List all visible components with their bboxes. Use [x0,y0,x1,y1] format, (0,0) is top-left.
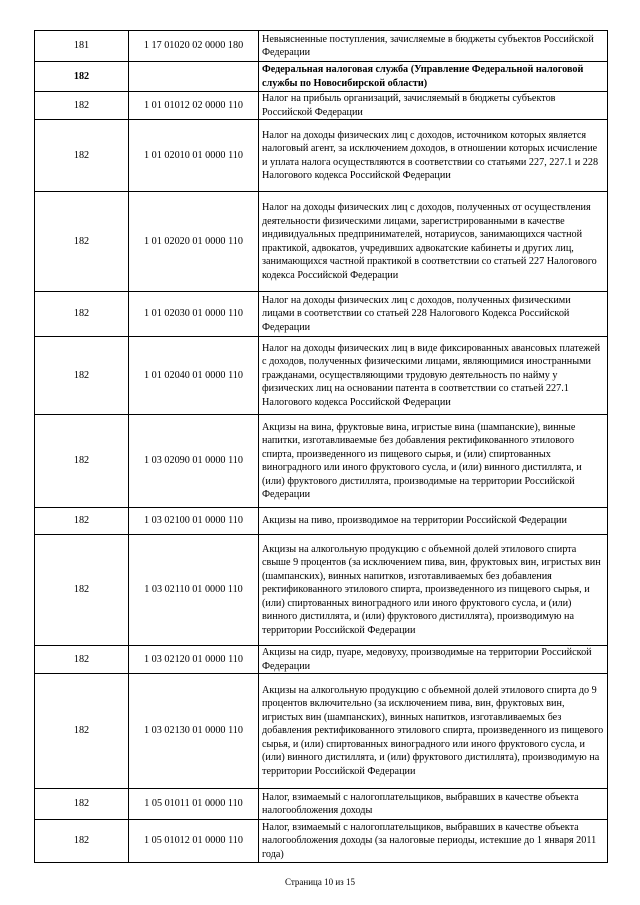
revenue-name-cell: Акцизы на алкогольную продукцию с объемной долей этилового спирта свыше 9 процентов (за исключением пива, вин, фруктовых вин, игристых вин (шампанских), винных напитков, изготавливаемых без добавления ректификованного этилового спирта, произведенного из пищевого сырья, и (или) спиртованных виноградного или иного фруктового сусла, и (или) винного дистиллята, и (или) фруктового дистиллята), производимую на территории Российской Федерации [259,535,608,646]
revenue-code-cell: 1 01 02010 01 0000 110 [129,120,259,192]
revenue-code-cell: 1 03 02130 01 0000 110 [129,674,259,789]
admin-code-cell: 182 [35,535,129,646]
admin-code-cell: 181 [35,31,129,62]
budget-classification-table [34,30,608,863]
admin-code-cell: 182 [35,789,129,820]
revenue-code-cell: 1 01 02020 01 0000 110 [129,192,259,292]
revenue-code-cell: 1 05 01012 01 0000 110 [129,820,259,863]
revenue-code-cell: 1 01 02030 01 0000 110 [129,292,259,337]
administrator-name-cell: Федеральная налоговая служба (Управление Федеральной налоговой службы по Новосибирской области) [259,62,608,92]
admin-code-cell: 182 [35,508,129,535]
admin-code-cell: 182 [35,62,129,92]
admin-code-cell: 182 [35,120,129,192]
table-row [35,646,608,674]
table-row [35,789,608,820]
revenue-name-cell: Невыясненные поступления, зачисляемые в бюджеты субъектов Российской Федерации [259,31,608,62]
admin-code-cell: 182 [35,92,129,120]
revenue-name-cell: Акцизы на вина, фруктовые вина, игристые вина (шампанские), винные напитки, изготавливаемые без добавления ректификованного этилового спирта, произведенного из пищевого сырья, и (или) спиртованных виноградного или иного фруктового сусла, и (или) винного дистиллята, и (или) фруктового дистиллята, производимые на территории Российской Федерации [259,415,608,508]
table-row [35,292,608,337]
admin-code-cell: 182 [35,192,129,292]
revenue-name-cell: Акцизы на пиво, производимое на территории Российской Федерации [259,508,608,535]
page-number: Страница 10 из 15 [285,877,355,887]
table-row-administrator-header [35,62,608,92]
revenue-name-cell: Налог на прибыль организаций, зачисляемый в бюджеты субъектов Российской Федерации [259,92,608,120]
admin-code-cell: 182 [35,674,129,789]
revenue-code-cell [129,62,259,92]
revenue-name-cell: Налог на доходы физических лиц с доходов, полученных от осуществления деятельности физическими лицами, зарегистрированными в качестве индивидуальных предпринимателей, нотариусов, занимающихся частной практикой, адвокатов, учредивших адвокатские кабинеты и других лиц, занимающихся частной практикой в соответствии со статьей 227 Налогового кодекса Российской Федерации [259,192,608,292]
revenue-name-cell: Акцизы на алкогольную продукцию с объемной долей этилового спирта до 9 процентов включительно (за исключением пива, вин, фруктовых вин, игристых вин (шампанских), винных напитков, изготавливаемых без добавления ректификованного этилового спирта, произведенного из пищевого сырья, и (или) спиртованных виноградного или иного фруктового сусла, и (или) винного дистиллята, и (или) фруктового дистиллята), производимую на территории Российской Федерации [259,674,608,789]
table-row [35,92,608,120]
admin-code-cell: 182 [35,646,129,674]
revenue-name-cell: Акцизы на сидр, пуаре, медовуху, производимые на территории Российской Федерации [259,646,608,674]
table-row [35,674,608,789]
table-row [35,31,608,62]
table-row [35,820,608,863]
admin-code-cell: 182 [35,292,129,337]
revenue-code-cell: 1 03 02090 01 0000 110 [129,415,259,508]
table-row [35,192,608,292]
revenue-code-cell: 1 17 01020 02 0000 180 [129,31,259,62]
table-row [35,120,608,192]
table-row [35,337,608,415]
revenue-name-cell: Налог на доходы физических лиц с доходов, источником которых является налоговый агент, за исключением доходов, в отношении которых исчисление и уплата налога осуществляются в соответствии со статьями 227, 227.1 и 228 Налогового кодекса Российской Федерации [259,120,608,192]
revenue-code-cell: 1 05 01011 01 0000 110 [129,789,259,820]
revenue-code-cell: 1 03 02100 01 0000 110 [129,508,259,535]
revenue-name-cell: Налог на доходы физических лиц в виде фиксированных авансовых платежей с доходов, полученных физическими лицами, являющимися иностранными гражданами, осуществляющими трудовую деятельность по найму у физических лиц на основании патента в соответствии со статьей 227.1 Налогового кодекса Российской Федерации [259,337,608,415]
admin-code-cell: 182 [35,337,129,415]
table-row [35,508,608,535]
revenue-name-cell: Налог, взимаемый с налогоплательщиков, выбравших в качестве объекта налогообложения доходы (за налоговые периоды, истекшие до 1 января 2011 года) [259,820,608,863]
revenue-code-cell: 1 01 01012 02 0000 110 [129,92,259,120]
admin-code-cell: 182 [35,415,129,508]
revenue-code-cell: 1 03 02110 01 0000 110 [129,535,259,646]
revenue-code-cell: 1 01 02040 01 0000 110 [129,337,259,415]
table-row [35,535,608,646]
revenue-name-cell: Налог на доходы физических лиц с доходов, полученных физическими лицами в соответствии со статьей 228 Налогового Кодекса Российской Федерации [259,292,608,337]
admin-code-cell: 182 [35,820,129,863]
revenue-name-cell: Налог, взимаемый с налогоплательщиков, выбравших в качестве объекта налогообложения доходы [259,789,608,820]
revenue-code-cell: 1 03 02120 01 0000 110 [129,646,259,674]
table-row [35,415,608,508]
